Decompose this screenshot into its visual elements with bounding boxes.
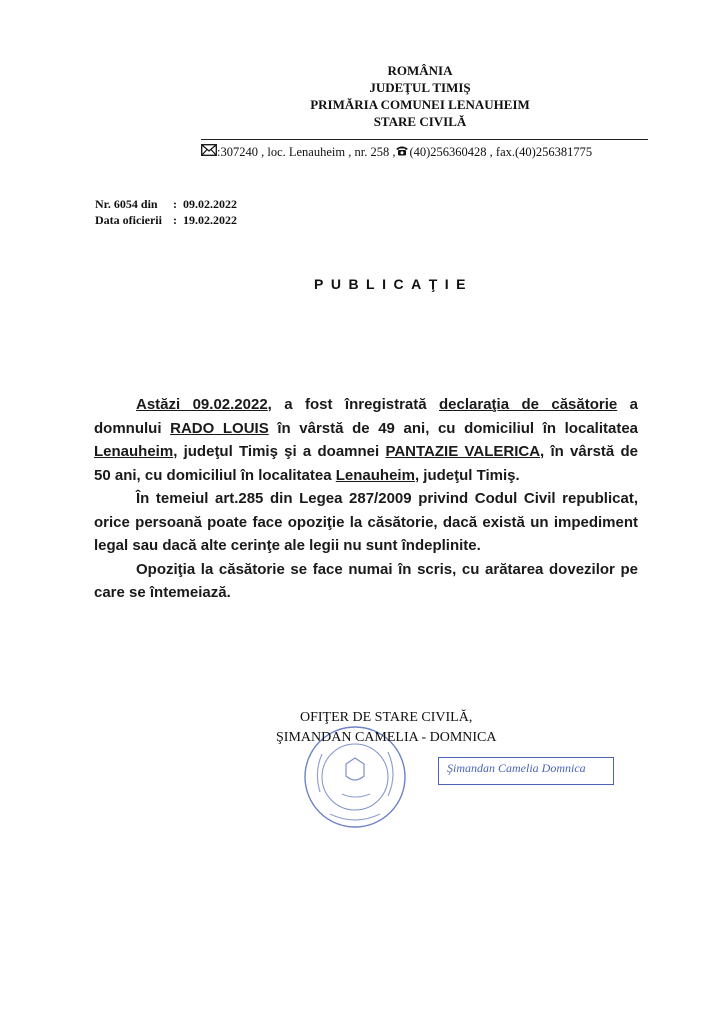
document-title: PUBLICAŢIE xyxy=(314,276,473,292)
country-line: ROMÂNIA xyxy=(387,63,453,78)
groom-name: RADO LOUIS xyxy=(170,419,269,437)
bride-name: PANTAZIE VALERICA xyxy=(385,443,541,460)
text-run: , judeţul Timiş şi a doamnei xyxy=(173,443,386,460)
town-hall-line: PRIMĂRIA COMUNEI LENAUHEIM xyxy=(310,97,530,112)
ceremony-date: 19.02.2022 xyxy=(183,213,237,227)
ceremony-date-row xyxy=(95,212,237,228)
contact-line xyxy=(201,144,721,160)
text-run: în vârstă de 49 ani, cu domiciliul în localitatea xyxy=(268,419,639,437)
postal-address: :307240 , loc. Lenauheim , nr. 258 , xyxy=(217,144,396,159)
phone-fax: (40)256360428 , fax.(40)256381775 xyxy=(409,144,593,159)
name-stamp xyxy=(438,757,614,785)
paragraph-legal-basis: În temeiul art.285 din Legea 287/2009 privind Codul Civil republicat, orice persoană poate face opoziţie la căsătorie, dacă există un impediment legal sau dacă alte cerinţe ale legii nu sunt îndeplinite. xyxy=(94,490,638,554)
declaration-phrase: declaraţia de căsătorie xyxy=(439,396,618,413)
text-run: a domnului xyxy=(94,396,639,437)
ceremony-date-label: Data oficierii xyxy=(95,213,162,227)
signature-block xyxy=(276,708,497,748)
groom-locality: Lenauheim xyxy=(94,443,174,460)
document-body xyxy=(94,393,638,605)
date-phrase: Astăzi 09.02.2022 xyxy=(136,396,268,413)
paragraph-opposition: Opoziţia la căsătorie se face numai în scris, cu arătarea dovezilor pe care se întemeiază. xyxy=(94,560,638,601)
paragraph-declaration xyxy=(94,393,638,487)
separator: : xyxy=(173,213,177,227)
registration-refs xyxy=(95,196,237,228)
county-line: JUDEŢUL TIMIŞ xyxy=(369,80,471,95)
bride-locality: Lenauheim xyxy=(335,466,415,484)
text-run: , judeţul Timiş. xyxy=(414,466,520,484)
header-divider xyxy=(201,139,648,140)
text-run: , în vârstă de 50 ani, cu domiciliul în localitatea xyxy=(94,443,638,484)
name-stamp-text: Şimandan Camelia Domnica xyxy=(447,761,586,775)
envelope-icon xyxy=(201,144,217,160)
registration-date: 09.02.2022 xyxy=(183,197,237,211)
phone-icon xyxy=(395,145,409,160)
letterhead xyxy=(200,62,640,130)
separator: : xyxy=(173,197,177,211)
registration-number-label: Nr. 6054 din xyxy=(95,197,158,211)
text-run: , a fost înregistrată xyxy=(267,396,440,413)
registration-number-row xyxy=(95,196,237,212)
officer-name: ŞIMANDAN CAMELIA - DOMNICA xyxy=(276,730,497,745)
officer-title: OFIŢER DE STARE CIVILĂ, xyxy=(300,710,473,725)
department-line: STARE CIVILĂ xyxy=(373,114,467,129)
